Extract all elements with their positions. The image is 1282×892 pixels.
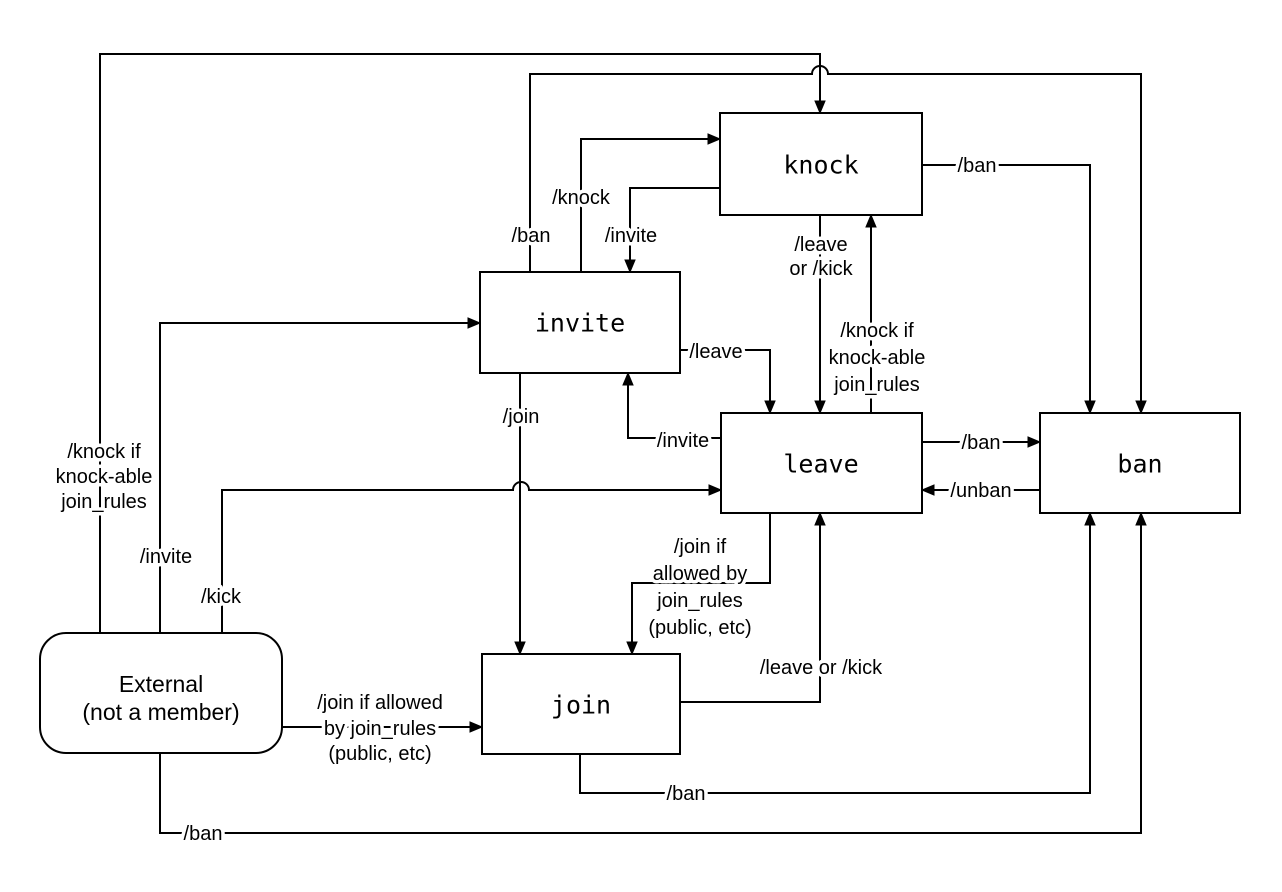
state-ban-label: ban	[1117, 449, 1163, 479]
edge-label-external-knock-2: knock-able	[55, 466, 153, 488]
edge-label-knock-invite: /invite	[604, 225, 658, 247]
edge-label-join-ban: /ban	[666, 783, 706, 805]
edge-label-knock-leave-1: /leave	[794, 234, 848, 256]
edge-external-leave	[222, 482, 721, 633]
state-nodes	[40, 113, 1240, 754]
edge-knock-ban	[922, 165, 1090, 413]
edge-label-leave-knock-1: /knock if	[840, 320, 914, 342]
edge-label-leave-knock-2: knock-able	[828, 347, 926, 369]
state-ban	[1040, 413, 1240, 513]
edge-label-external-knock-1: /knock if	[67, 441, 141, 463]
edge-label-external-join-3: (public, etc)	[328, 743, 432, 765]
edge-label-external-join-2: by join_rules	[323, 718, 437, 740]
edge-label-leave-join-2: allowed by	[652, 563, 748, 585]
edge-label-knock-leave-2: or /kick	[789, 258, 853, 280]
edge-label-join-leave: /leave or /kick	[759, 657, 883, 679]
edge-label-invite-join: /join	[502, 406, 540, 428]
state-external-label-line1: External	[118, 671, 204, 697]
edge-label-knock-ban: /ban	[957, 155, 997, 177]
edge-leave-invite	[628, 373, 721, 438]
edge-label-leave-join-3: join_rules	[657, 590, 743, 612]
edge-label-leave-knock-3: join_rules	[834, 374, 920, 396]
state-knock-label: knock	[783, 150, 859, 180]
edge-label-leave-join-4: (public, etc)	[648, 617, 752, 639]
state-leave-label: leave	[783, 449, 859, 479]
state-invite-label: invite	[534, 308, 626, 338]
edge-label-external-ban: /ban	[183, 823, 223, 845]
edge-label-leave-invite: /invite	[656, 430, 710, 452]
state-join-label: join	[550, 690, 612, 720]
state-external	[40, 633, 282, 753]
state-knock	[720, 113, 922, 215]
edge-label-leave-ban: /ban	[961, 432, 1001, 454]
edge-label-invite-knock: /knock	[552, 187, 610, 209]
edge-label-external-knock-3: join_rules	[61, 491, 147, 513]
edge-label-leave-join-1: /join if	[673, 536, 727, 558]
edge-label-invite-ban: /ban	[511, 225, 551, 247]
state-join	[482, 654, 680, 754]
edge-label-external-invite: /invite	[139, 546, 193, 568]
edge-label-external-leave: /kick	[201, 586, 241, 608]
state-invite	[480, 272, 680, 373]
edge-label-invite-leave: /leave	[689, 341, 743, 363]
state-external-label-line2: (not a member)	[82, 699, 240, 725]
edge-label-external-join-1: /join if allowed	[317, 692, 443, 714]
state-leave	[721, 413, 922, 513]
edge-label-ban-leave: /unban	[950, 480, 1012, 502]
